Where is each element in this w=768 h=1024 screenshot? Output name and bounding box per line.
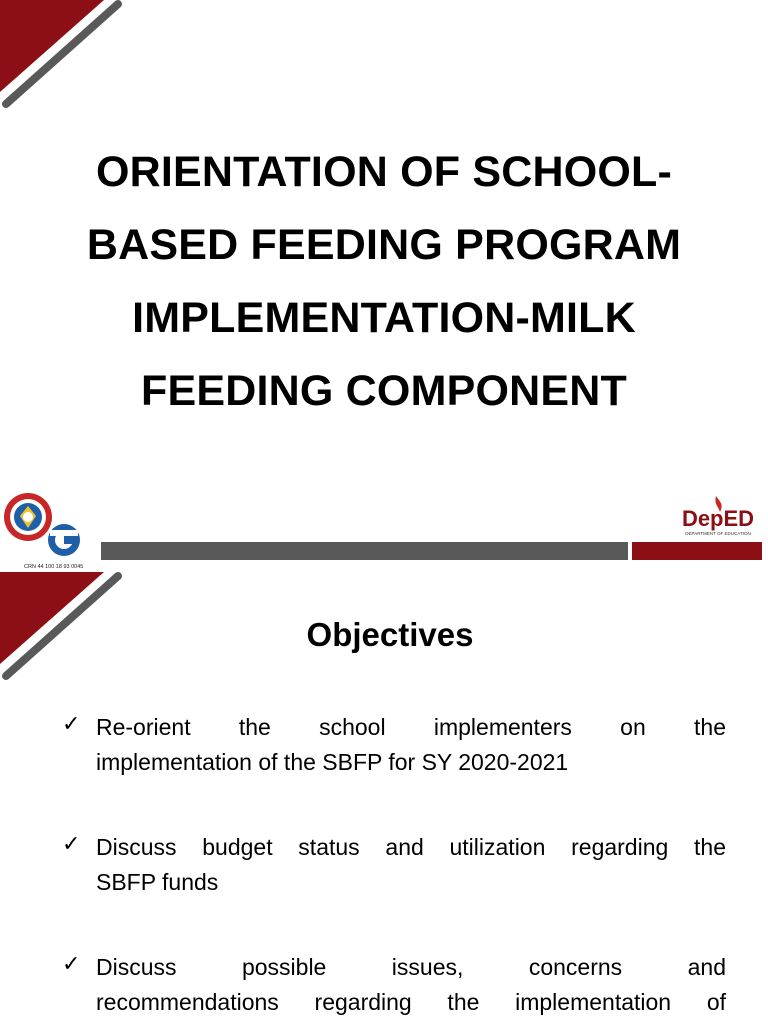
objectives-slide bbox=[0, 572, 768, 1024]
check-icon: ✓ bbox=[62, 952, 81, 977]
objective-item bbox=[62, 830, 726, 900]
objective-line: Discuss budget status and utilization regarding the bbox=[96, 834, 726, 860]
objectives-heading: Objectives bbox=[306, 616, 474, 653]
objective-line: SBFP funds bbox=[96, 869, 219, 895]
objective-line: Re-orient the school implementers on the bbox=[96, 714, 726, 740]
title-line: BASED FEEDING PROGRAM bbox=[86, 221, 682, 269]
crn-number: CRN 44 100 18 93 0045 bbox=[24, 564, 84, 570]
objective-line: Discuss possible issues, concerns and bbox=[96, 954, 726, 980]
title-line: IMPLEMENTATION-MILK bbox=[132, 294, 636, 342]
objective-item bbox=[62, 710, 726, 780]
iso-certification-icon bbox=[46, 522, 86, 558]
check-icon: ✓ bbox=[62, 832, 81, 857]
objective-line: implementation of the SBFP for SY 2020-2021 bbox=[96, 749, 569, 775]
footer-gray-bar bbox=[101, 542, 628, 560]
objective-line: recommendations regarding the implementation of bbox=[96, 989, 726, 1015]
deped-logo-subtext: DEPARTMENT OF EDUCATION bbox=[685, 531, 751, 536]
check-icon: ✓ bbox=[62, 712, 81, 737]
objectives-list bbox=[62, 710, 726, 1024]
footer-red-bar bbox=[632, 542, 762, 560]
title-line: FEEDING COMPONENT bbox=[141, 367, 627, 415]
corner-decoration bbox=[0, 0, 130, 112]
slide-title bbox=[40, 136, 728, 428]
title-line: ORIENTATION OF SCHOOL- bbox=[95, 148, 673, 196]
objective-item bbox=[62, 950, 726, 1020]
deped-logo-text: DepED bbox=[681, 506, 755, 531]
deped-logo bbox=[676, 492, 760, 538]
